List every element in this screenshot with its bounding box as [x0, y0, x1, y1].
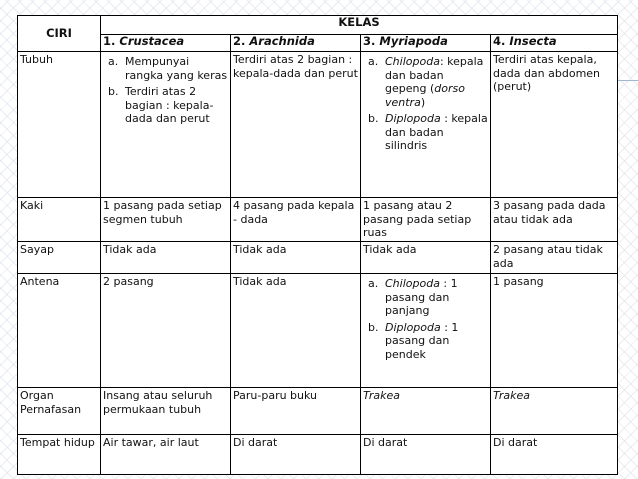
cell-tempat-insecta: Di darat	[491, 435, 618, 475]
row-organ-pernafasan	[18, 388, 618, 435]
class-header-row	[18, 35, 618, 52]
row-antena	[18, 274, 618, 388]
header-row	[18, 16, 618, 35]
class-header-arachnida: 2. Arachnida	[231, 35, 361, 52]
list-item: b. Terdiri atas 2 bagian : kepala-dada dan perut	[108, 85, 214, 125]
cell-tubuh-crustacea	[101, 52, 231, 198]
row-label-tempat-hidup: Tempat hidup	[18, 435, 101, 475]
row-label-tubuh: Tubuh	[18, 52, 101, 198]
list-item: b. Diplopoda : 1 pasang dan pendek	[368, 320, 459, 361]
row-tempat-hidup	[18, 435, 618, 475]
class-header-myriapoda: 3. Myriapoda	[361, 35, 491, 52]
cell-tubuh-insecta: Terdiri atas kepala, dada dan abdomen (perut)	[491, 52, 618, 198]
cell-antena-insecta: 1 pasang	[491, 274, 618, 388]
class-header-insecta: 4. Insecta	[491, 35, 618, 52]
cell-tempat-myriapoda: Di darat	[361, 435, 491, 475]
cell-tempat-crustacea: Air tawar, air laut	[101, 435, 231, 475]
cell-organ-arachnida: Paru-paru buku	[231, 388, 361, 435]
cell-organ-crustacea: Insang atau seluruh permukaan tubuh	[101, 388, 231, 435]
cell-kaki-arachnida: 4 pasang pada kepala - dada	[231, 198, 361, 242]
classification-table	[17, 15, 618, 475]
slide-accent-line	[615, 80, 638, 81]
cell-kaki-insecta: 3 pasang pada dada atau tidak ada	[491, 198, 618, 242]
cell-antena-arachnida: Tidak ada	[231, 274, 361, 388]
cell-organ-myriapoda: Trakea	[361, 388, 491, 435]
list-item: b. Diplopoda : kepala dan badan silindris	[368, 112, 488, 152]
cell-kaki-crustacea: 1 pasang pada setiap segmen tubuh	[101, 198, 231, 242]
cell-kaki-myriapoda: 1 pasang atau 2 pasang pada setiap ruas	[361, 198, 491, 242]
cell-sayap-crustacea: Tidak ada	[101, 242, 231, 274]
row-sayap	[18, 242, 618, 274]
row-label-antena: Antena	[18, 274, 101, 388]
row-tubuh	[18, 52, 618, 198]
list-item: a. Mempunyai rangka yang keras	[108, 55, 228, 82]
cell-sayap-insecta: 2 pasang atau tidak ada	[491, 242, 618, 274]
row-label-sayap: Sayap	[18, 242, 101, 274]
cell-organ-insecta: Trakea	[491, 388, 618, 435]
cell-tempat-arachnida: Di darat	[231, 435, 361, 475]
cell-antena-crustacea: 2 pasang	[101, 274, 231, 388]
class-header-crustacea: 1. Crustacea	[101, 35, 231, 52]
kelas-header: KELAS	[101, 16, 618, 35]
row-label-kaki: Kaki	[18, 198, 101, 242]
ciri-header: CIRI	[18, 16, 101, 52]
cell-tubuh-myriapoda	[361, 52, 491, 198]
list-item: a. Chilopoda: kepala dan badan gepeng (dorso ventra)	[368, 55, 484, 109]
cell-tubuh-arachnida: Terdiri atas 2 bagian : kepala-dada dan perut	[231, 52, 361, 198]
cell-sayap-myriapoda: Tidak ada	[361, 242, 491, 274]
cell-sayap-arachnida: Tidak ada	[231, 242, 361, 274]
row-label-organ-pernafasan: Organ Pernafasan	[18, 388, 101, 435]
row-kaki	[18, 198, 618, 242]
list-item: a. Chilopoda : 1 pasang dan panjang	[368, 277, 458, 317]
cell-antena-myriapoda	[361, 274, 491, 388]
